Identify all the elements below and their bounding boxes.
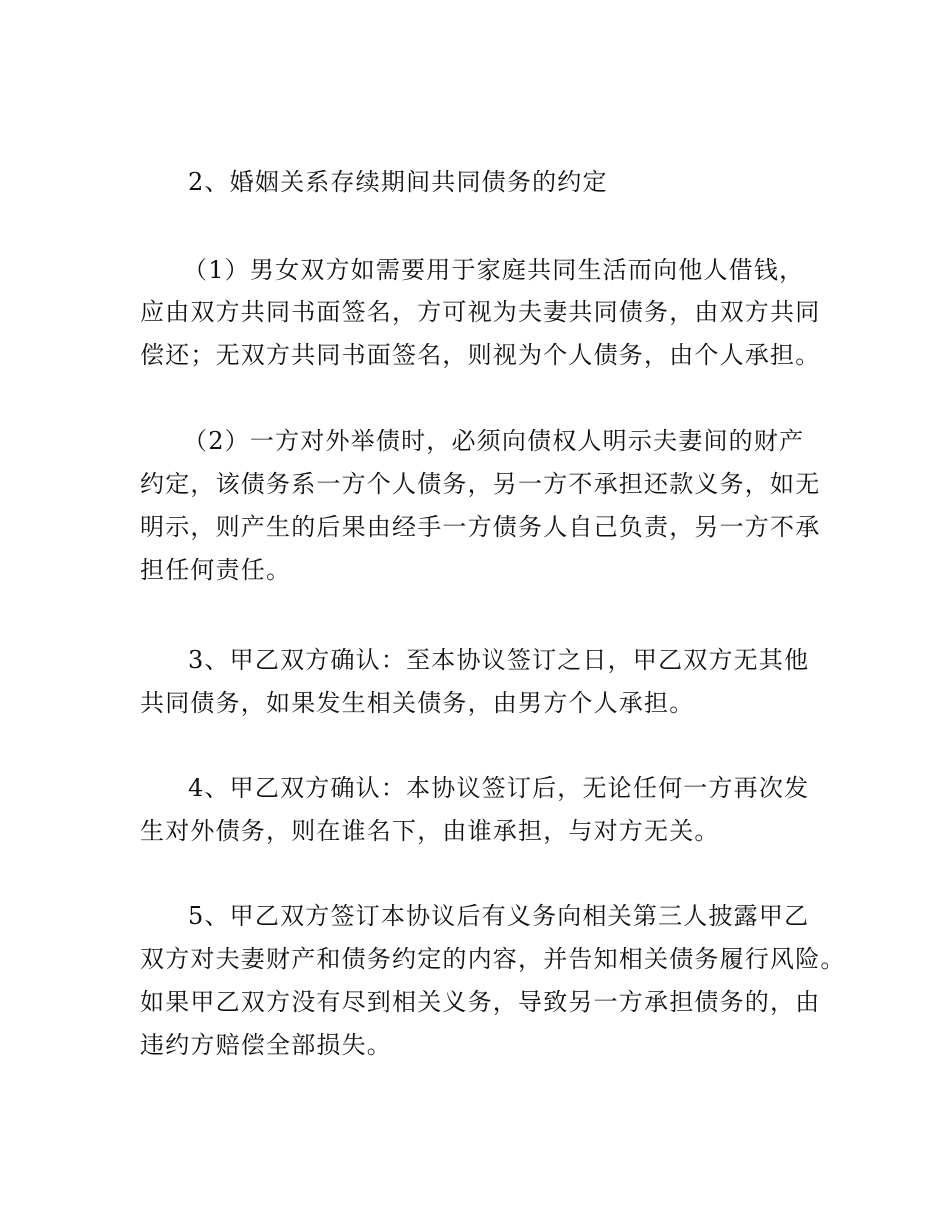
paragraph-5-line-2: 双方对夫妻财产和债务约定的内容，并告知相关债务履行风险。 (140, 945, 846, 973)
paragraph-2-1-line-2: 应由双方共同书面签名，方可视为夫妻共同债务，由双方共同 (140, 298, 821, 326)
paragraph-4-line-1: 4、甲乙双方确认：本协议签订后，无论任何一方再次发 (188, 774, 810, 802)
paragraph-2-2-line-4: 担任何责任。 (140, 556, 292, 584)
paragraph-3-line-2: 共同债务，如果发生相关债务，由男方个人承担。 (140, 689, 695, 717)
paragraph-3-line-1: 3、甲乙双方确认：至本协议签订之日，甲乙双方无其他 (188, 646, 810, 674)
paragraph-5-line-4: 违约方赔偿全部损失。 (140, 1031, 392, 1059)
paragraph-5-line-3: 如果甲乙双方没有尽到相关义务，导致另一方承担债务的，由 (140, 988, 821, 1016)
paragraph-4-line-2: 生对外债务，则在谁名下，由谁承担，与对方无关。 (140, 817, 720, 845)
paragraph-2-1-line-3: 偿还；无双方共同书面签名，则视为个人债务，由个人承担。 (140, 341, 821, 369)
paragraph-2-1-line-1: （1）男女双方如需要用于家庭共同生活而向他人借钱， (183, 256, 805, 284)
paragraph-2-2-line-2: 约定，该债务系一方个人债务，另一方不承担还款义务，如无 (140, 470, 821, 498)
paragraph-2-2-line-1: （2）一方对外举债时，必须向债权人明示夫妻间的财产 (183, 427, 805, 455)
heading-section-2: 2、婚姻关系存续期间共同债务的约定 (188, 168, 608, 196)
paragraph-5-line-1: 5、甲乙双方签订本协议后有义务向相关第三人披露甲乙 (188, 902, 810, 930)
paragraph-2-2-line-3: 明示，则产生的后果由经手一方债务人自己负责，另一方不承 (140, 513, 821, 541)
